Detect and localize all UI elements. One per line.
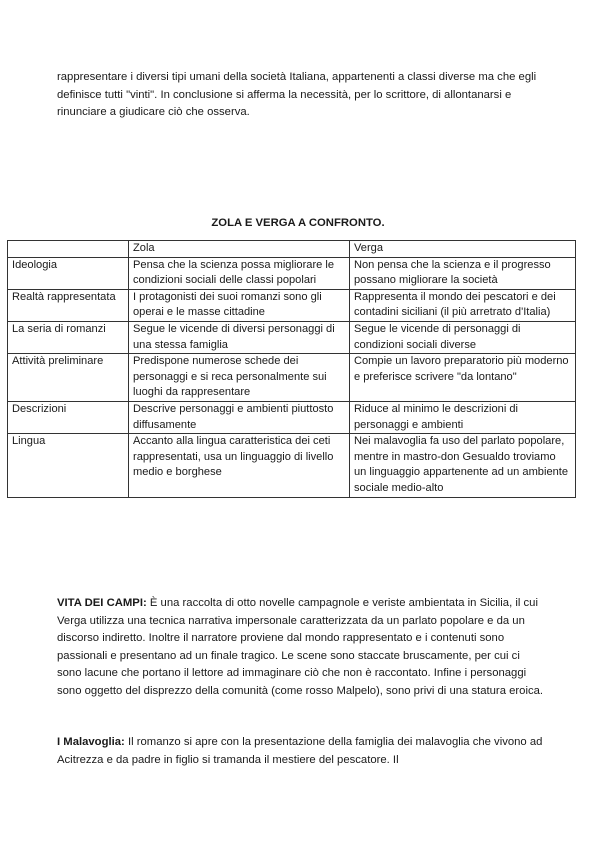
zola-cell: Predispone numerose schede dei personaggi e si reca personalmente sui luoghi da rappresentare xyxy=(129,354,350,402)
zola-cell: Accanto alla lingua caratteristica dei ceti rappresentati, usa un linguaggio di livello medio e borghese xyxy=(129,434,350,497)
malavoglia-paragraph xyxy=(57,734,547,769)
table-title: ZOLA E VERGA A CONFRONTO. xyxy=(211,217,385,229)
zola-cell: Descrive personaggi e ambienti piuttosto diffusamente xyxy=(129,401,350,433)
row-label: Lingua xyxy=(8,434,129,497)
zola-cell: I protagonisti dei suoi romanzi sono gli operai e le masse cittadine xyxy=(129,289,350,321)
row-label: La seria di romanzi xyxy=(8,321,129,353)
verga-cell: Riduce al minimo le descrizioni di personaggi e ambienti xyxy=(350,401,576,433)
row-label: Ideologia xyxy=(8,257,129,289)
table-row xyxy=(8,354,576,402)
verga-cell: Compie un lavoro preparatorio più moderno e preferisce scrivere "da lontano" xyxy=(350,354,576,402)
zola-cell: Segue le vicende di diversi personaggi di una stessa famiglia xyxy=(129,321,350,353)
comparison-table xyxy=(7,240,576,498)
row-label: Attività preliminare xyxy=(8,354,129,402)
header-cell-empty xyxy=(8,241,129,258)
table-header-row xyxy=(8,241,576,258)
verga-cell: Segue le vicende di personaggi di condizioni sociali diverse xyxy=(350,321,576,353)
verga-cell: Nei malavoglia fa uso del parlato popolare, mentre in mastro-don Gesualdo troviamo un linguaggio appartenente ad un ambiente sociale medio-alto xyxy=(350,434,576,497)
malavoglia-heading: I Malavoglia: xyxy=(57,736,125,748)
table-row xyxy=(8,434,576,497)
header-cell-zola: Zola xyxy=(129,241,350,258)
vita-dei-campi-paragraph xyxy=(57,595,547,701)
header-cell-verga: Verga xyxy=(350,241,576,258)
vita-dei-campi-text: È una raccolta di otto novelle campagnole e veriste ambientata in Sicilia, il cui Verga utilizza una tecnica narrativa impersonale caratterizzata da un parlato popolare e da un discorso indiretto. Inoltre il narratore proviene dal mondo rappresentato e i contenuti sono passionali e presentano ad un finale tragico. Le scene sono staccate bruscamente, per cui ci sono lacune che portano il lettore ad immaginare ciò che non è raccontato. Infine i personaggi sono oggetto del disprezzo della comunità (come rosso Malpelo), sono privi di una statura eroica. xyxy=(57,597,544,697)
malavoglia-text: Il romanzo si apre con la presentazione della famiglia dei malavoglia che vivono ad Acitrezza e da padre in figlio si tramanda il mestiere del pescatore. Il xyxy=(57,736,543,766)
vita-dei-campi-heading: VITA DEI CAMPI: xyxy=(57,597,147,609)
table-row xyxy=(8,321,576,353)
verga-cell: Rappresenta il mondo dei pescatori e dei contadini siciliani (il più arretrato d'Italia) xyxy=(350,289,576,321)
row-label: Realtà rappresentata xyxy=(8,289,129,321)
verga-cell: Non pensa che la scienza e il progresso possano migliorare la società xyxy=(350,257,576,289)
intro-paragraph: rappresentare i diversi tipi umani della società Italiana, appartenenti a classi diverse ma che egli definisce tutti "vinti". In conclusione si afferma la necessità, per lo scrittore, di allontanarsi e rinunciare a giudicare ciò che osserva. xyxy=(57,71,537,119)
table-row xyxy=(8,289,576,321)
zola-cell: Pensa che la scienza possa migliorare le condizioni sociali delle classi popolari xyxy=(129,257,350,289)
table-row xyxy=(8,257,576,289)
row-label: Descrizioni xyxy=(8,401,129,433)
table-row xyxy=(8,401,576,433)
